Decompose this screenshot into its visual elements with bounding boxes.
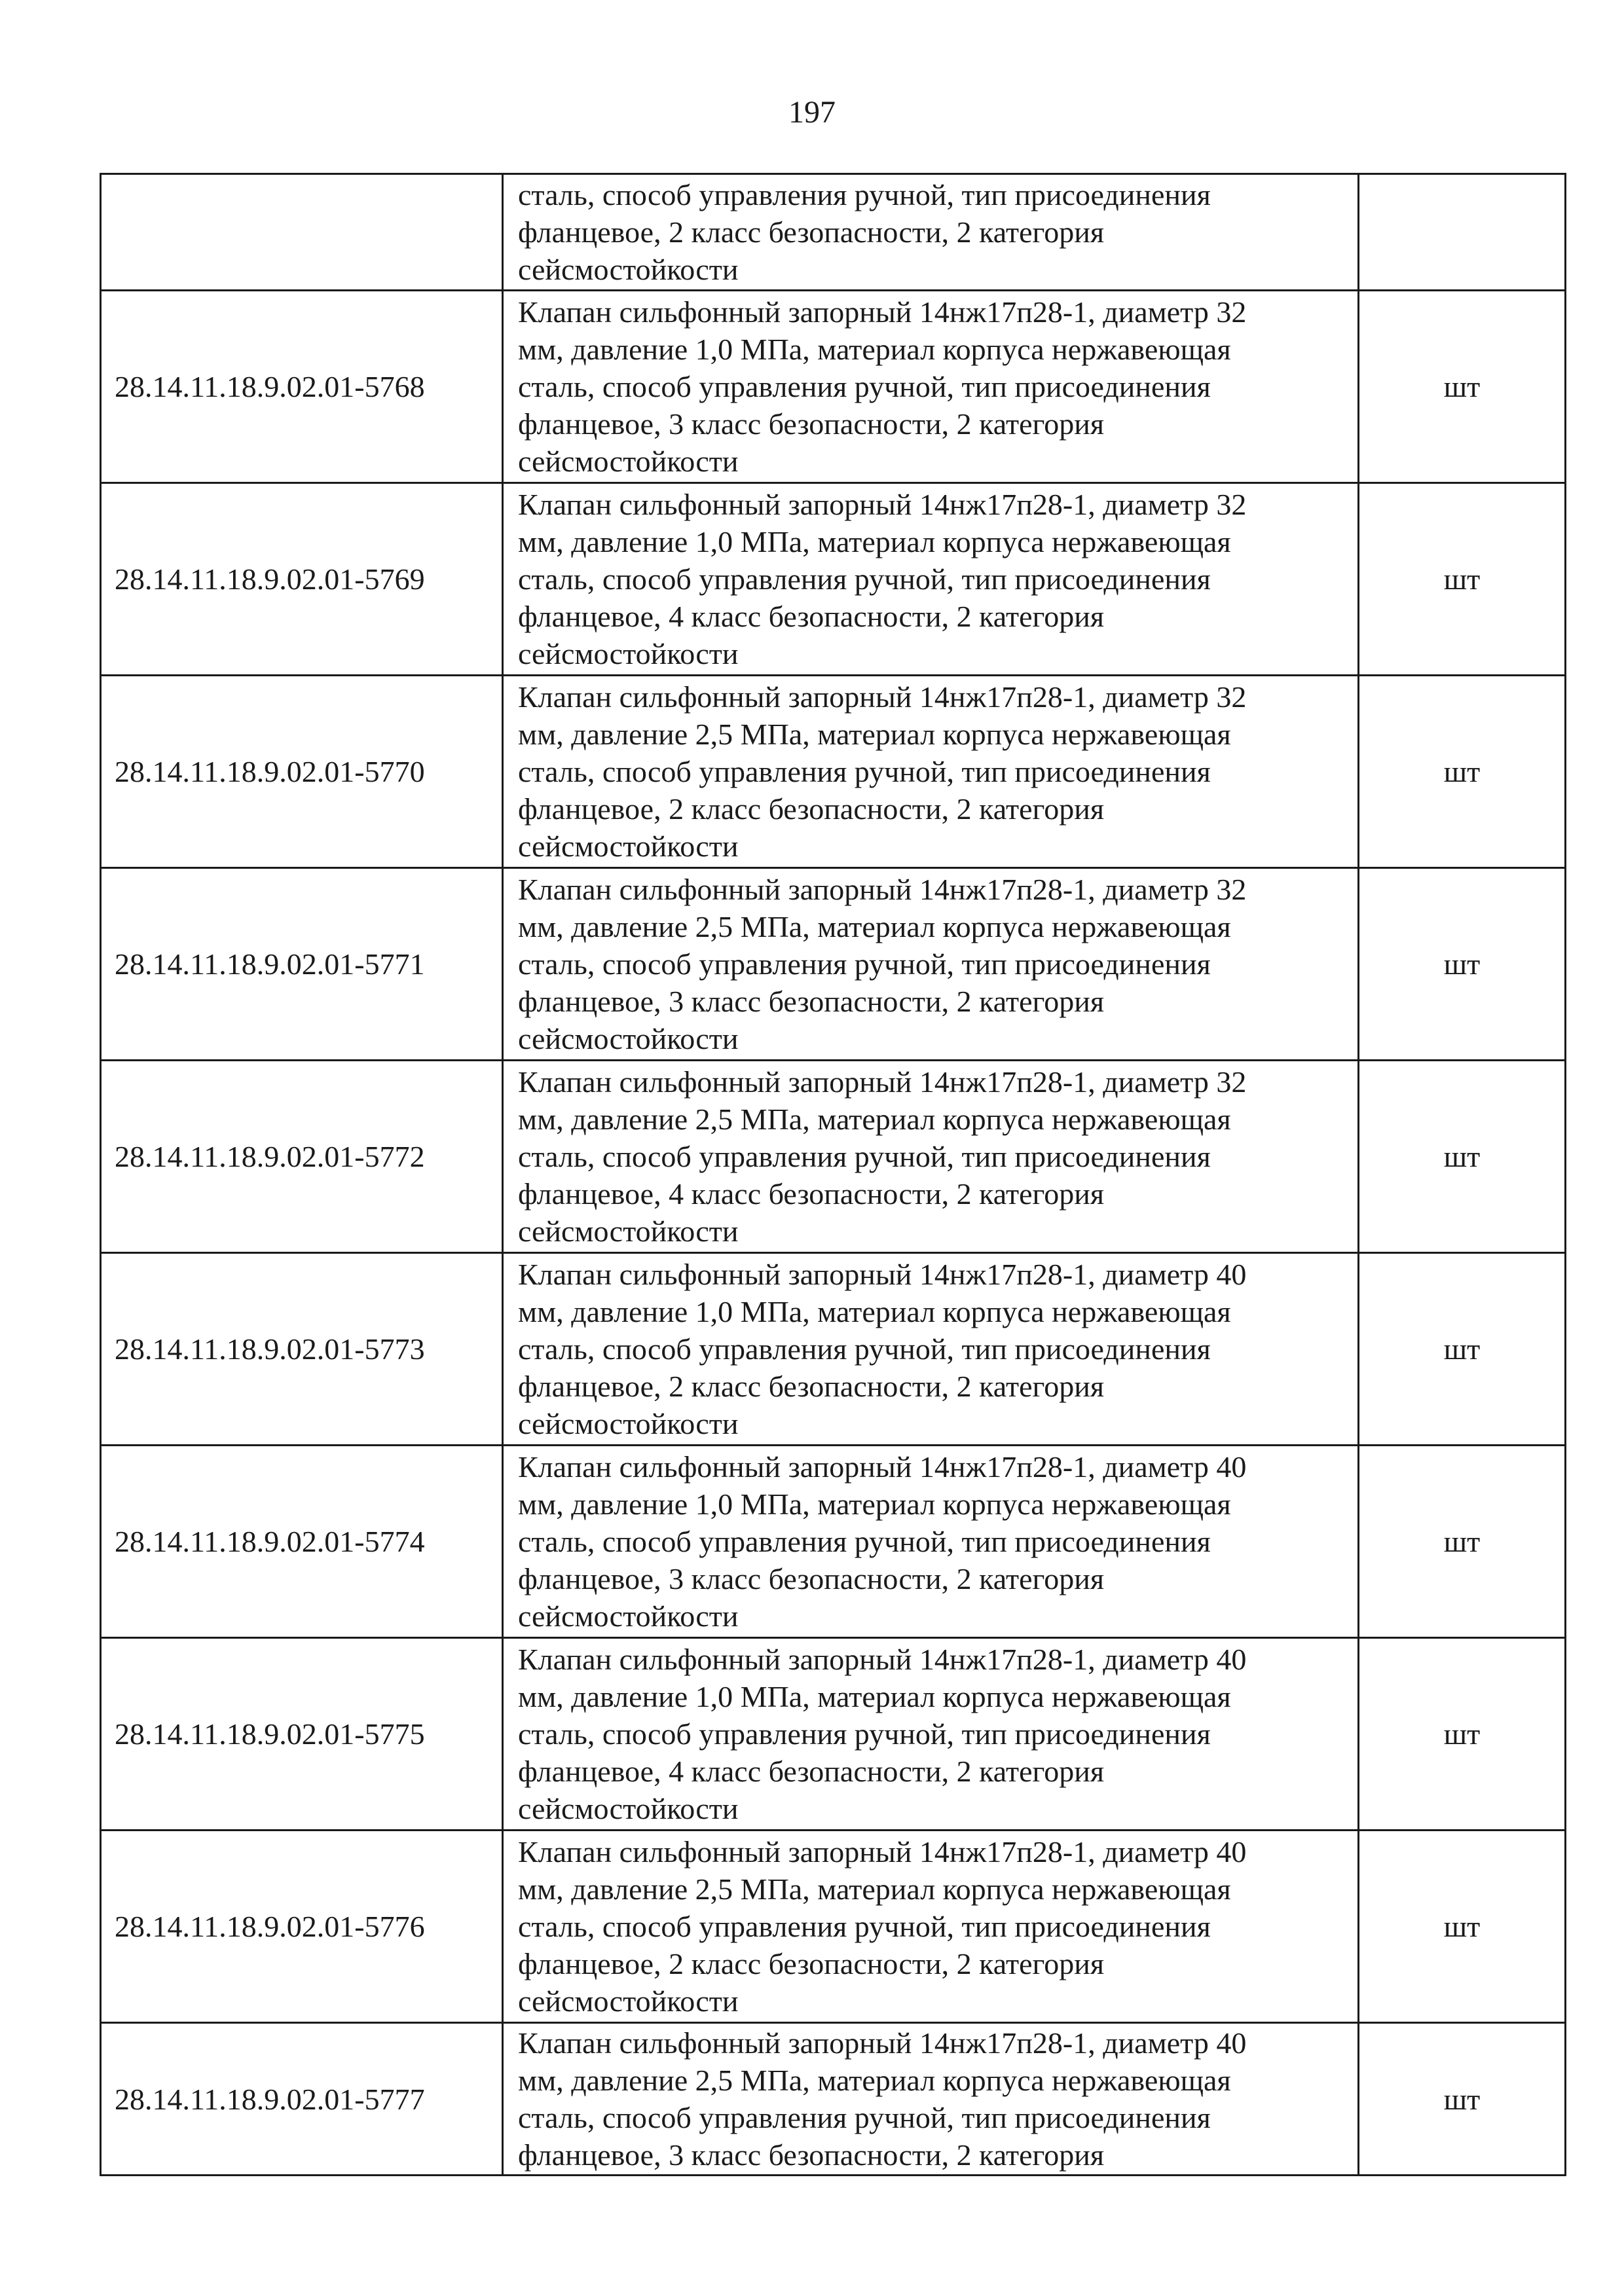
description-line: фланцевое, 2 класс безопасности, 2 категория (518, 215, 1105, 249)
code-cell: 28.14.11.18.9.02.01-5776 (101, 1831, 503, 2023)
table-row (101, 483, 1566, 676)
page-number: 197 (788, 95, 836, 130)
description-line: сталь, способ управления ручной, тип присоединения (518, 2101, 1211, 2134)
table-row (101, 1253, 1566, 1446)
description-line: фланцевое, 3 класс безопасности, 2 категория (518, 1562, 1105, 1595)
description-line: сейсмостойкости (518, 1984, 739, 2018)
description-line: сталь, способ управления ручной, тип присоединения (518, 1332, 1211, 1366)
unit-cell: шт (1359, 1446, 1566, 1638)
table-row (101, 1831, 1566, 2023)
description-line: мм, давление 2,5 МПа, материал корпуса нержавеющая (518, 1872, 1231, 1906)
description-line: мм, давление 2,5 МПа, материал корпуса нержавеющая (518, 910, 1231, 943)
description-line: Клапан сильфонный запорный 14нж17п28-1, диаметр 40 (518, 1835, 1247, 1868)
description-line: сейсмостойкости (518, 253, 739, 286)
unit-cell (1359, 174, 1566, 291)
description-line: мм, давление 2,5 МПа, материал корпуса нержавеющая (518, 718, 1231, 751)
description-line: мм, давление 2,5 МПа, материал корпуса нержавеющая (518, 2064, 1231, 2097)
description-cell (503, 483, 1359, 676)
unit-cell: шт (1359, 483, 1566, 676)
table-row (101, 1638, 1566, 1831)
description-line: мм, давление 1,0 МПа, материал корпуса нержавеющая (518, 1680, 1231, 1713)
description-line: сейсмостойкости (518, 1022, 739, 1055)
table-row (101, 1446, 1566, 1638)
description-cell (503, 1253, 1359, 1446)
description-cell (503, 676, 1359, 868)
code-cell: 28.14.11.18.9.02.01-5775 (101, 1638, 503, 1831)
description-line: сейсмостойкости (518, 637, 739, 670)
code-cell: 28.14.11.18.9.02.01-5773 (101, 1253, 503, 1446)
description-line: сейсмостойкости (518, 1407, 739, 1440)
table-row (101, 2023, 1566, 2176)
description-line: Клапан сильфонный запорный 14нж17п28-1, диаметр 40 (518, 1450, 1247, 1484)
table-row (101, 1061, 1566, 1253)
description-cell (503, 2023, 1359, 2176)
description-line: сейсмостойкости (518, 829, 739, 863)
description-line: Клапан сильфонный запорный 14нж17п28-1, диаметр 32 (518, 488, 1247, 521)
description-line: Клапан сильфонный запорный 14нж17п28-1, диаметр 32 (518, 1065, 1247, 1099)
code-cell (101, 174, 503, 291)
code-cell: 28.14.11.18.9.02.01-5777 (101, 2023, 503, 2176)
description-cell (503, 1831, 1359, 2023)
description-line: сталь, способ управления ручной, тип присоединения (518, 755, 1211, 788)
description-line: сталь, способ управления ручной, тип присоединения (518, 1910, 1211, 1943)
description-line: фланцевое, 3 класс безопасности, 2 категория (518, 2138, 1105, 2172)
unit-cell: шт (1359, 2023, 1566, 2176)
description-cell (503, 1446, 1359, 1638)
table-row (101, 291, 1566, 483)
description-line: фланцевое, 2 класс безопасности, 2 категория (518, 792, 1105, 826)
table-row-continuation (101, 174, 1566, 291)
resource-table (100, 173, 1566, 2176)
description-cell (503, 1638, 1359, 1831)
description-line: фланцевое, 4 класс безопасности, 2 категория (518, 1177, 1105, 1211)
unit-cell: шт (1359, 1831, 1566, 2023)
unit-cell: шт (1359, 291, 1566, 483)
code-cell: 28.14.11.18.9.02.01-5768 (101, 291, 503, 483)
unit-cell: шт (1359, 1061, 1566, 1253)
description-line: сейсмостойкости (518, 1792, 739, 1825)
description-cell (503, 174, 1359, 291)
description-line: сталь, способ управления ручной, тип присоединения (518, 370, 1211, 403)
table-row (101, 868, 1566, 1061)
description-line: сталь, способ управления ручной, тип присоединения (518, 1717, 1211, 1751)
description-line: фланцевое, 3 класс безопасности, 2 категория (518, 407, 1105, 441)
code-cell: 28.14.11.18.9.02.01-5774 (101, 1446, 503, 1638)
description-line: сейсмостойкости (518, 1214, 739, 1248)
description-line: сталь, способ управления ручной, тип присоединения (518, 178, 1211, 211)
code-cell: 28.14.11.18.9.02.01-5770 (101, 676, 503, 868)
description-line: сталь, способ управления ручной, тип присоединения (518, 562, 1211, 596)
unit-cell: шт (1359, 1638, 1566, 1831)
description-line: Клапан сильфонный запорный 14нж17п28-1, диаметр 40 (518, 1258, 1247, 1291)
description-line: мм, давление 1,0 МПа, материал корпуса нержавеющая (518, 1295, 1231, 1328)
description-line: фланцевое, 2 класс безопасности, 2 категория (518, 1370, 1105, 1403)
code-cell: 28.14.11.18.9.02.01-5772 (101, 1061, 503, 1253)
description-line: фланцевое, 4 класс безопасности, 2 категория (518, 600, 1105, 633)
description-line: мм, давление 1,0 МПа, материал корпуса нержавеющая (518, 333, 1231, 366)
description-cell (503, 1061, 1359, 1253)
code-cell: 28.14.11.18.9.02.01-5769 (101, 483, 503, 676)
description-line: сейсмостойкости (518, 445, 739, 478)
description-line: Клапан сильфонный запорный 14нж17п28-1, диаметр 40 (518, 1643, 1247, 1676)
description-line: сталь, способ управления ручной, тип присоединения (518, 1140, 1211, 1173)
unit-cell: шт (1359, 676, 1566, 868)
description-line: сталь, способ управления ручной, тип присоединения (518, 947, 1211, 981)
description-cell (503, 291, 1359, 483)
description-line: Клапан сильфонный запорный 14нж17п28-1, диаметр 32 (518, 873, 1247, 906)
description-line: фланцевое, 3 класс безопасности, 2 категория (518, 985, 1105, 1018)
description-line: Клапан сильфонный запорный 14нж17п28-1, диаметр 40 (518, 2026, 1247, 2060)
description-line: Клапан сильфонный запорный 14нж17п28-1, диаметр 32 (518, 680, 1247, 714)
description-line: фланцевое, 4 класс безопасности, 2 категория (518, 1755, 1105, 1788)
description-cell (503, 868, 1359, 1061)
description-line: сейсмостойкости (518, 1599, 739, 1633)
code-cell: 28.14.11.18.9.02.01-5771 (101, 868, 503, 1061)
table-row (101, 676, 1566, 868)
description-line: Клапан сильфонный запорный 14нж17п28-1, диаметр 32 (518, 295, 1247, 329)
description-line: мм, давление 2,5 МПа, материал корпуса нержавеющая (518, 1102, 1231, 1136)
description-line: мм, давление 1,0 МПа, материал корпуса нержавеющая (518, 1487, 1231, 1521)
unit-cell: шт (1359, 1253, 1566, 1446)
description-line: мм, давление 1,0 МПа, материал корпуса нержавеющая (518, 525, 1231, 558)
description-line: сталь, способ управления ручной, тип присоединения (518, 1525, 1211, 1558)
description-line: фланцевое, 2 класс безопасности, 2 категория (518, 1947, 1105, 1980)
unit-cell: шт (1359, 868, 1566, 1061)
